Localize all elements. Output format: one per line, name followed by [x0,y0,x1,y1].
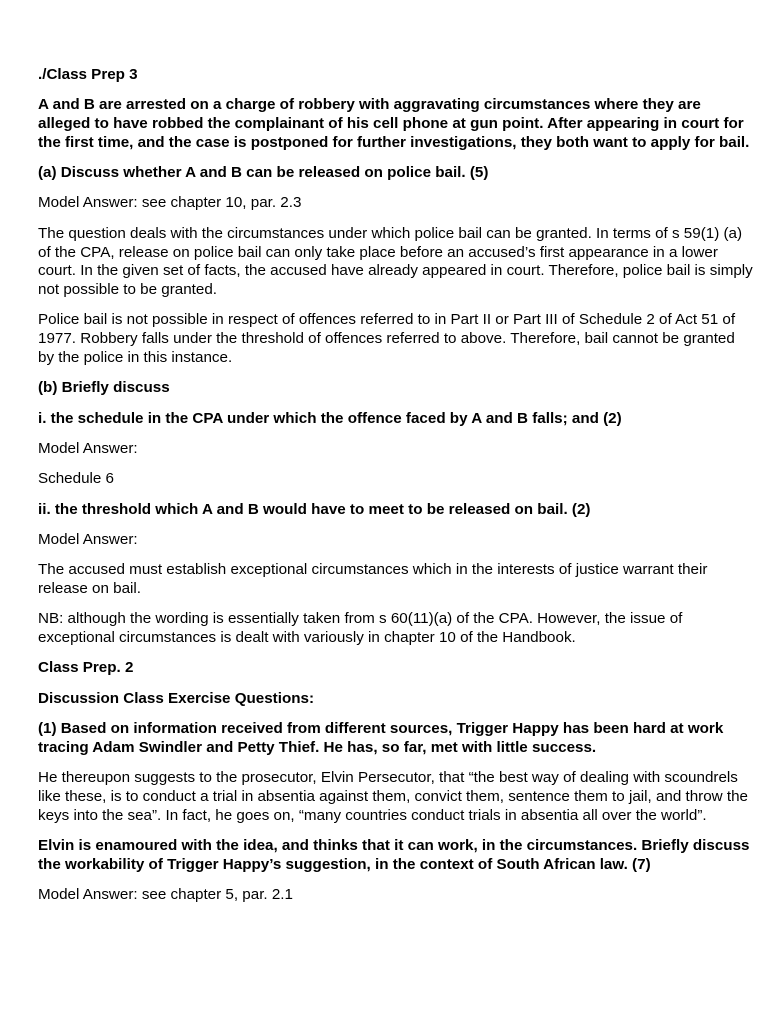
model-answer-reference: Model Answer: see chapter 5, par. 2.1 [38,886,293,903]
subsection-heading: Discussion Class Exercise Questions: [38,689,315,707]
question-b-ii: ii. the threshold which A and B would have to meet to be released on bail. (2) [38,500,591,518]
answer-paragraph: The accused must establish exceptional circumstances which in the interests of justice warrant their release on bail. [38,561,708,597]
answer-paragraph: The question deals with the circumstances under which police bail can be granted. In terms of s 59(1) (a) of the CPA, release on police bail can only take place before an accused’s first appearance in a lower court. In the given set of facts, the accused have already appeared in court. Therefore, police bail is simply not possible to be granted. [38,224,753,299]
model-answer-reference: Model Answer: see chapter 10, par. 2.3 [38,194,302,212]
question-1: (1) Based on information received from different sources, Trigger Happy has been hard at work tracing Adam Swindler and Petty Thief. He has, so far, met with little success. [38,719,724,756]
scenario-paragraph: He thereupon suggests to the prosecutor, Elvin Persecutor, that “the best way of dealing with scoundrels like these, is to conduct a trial in absentia against them, convict them, sentence them to jail, and throw the keys into the sea”. In fact, he goes on, “many countries conduct trials in absentia all over the world”. [38,769,748,824]
document-page [38,66,754,916]
section-heading-class-prep-3: ./Class Prep 3 [38,66,138,83]
answer-paragraph: Schedule 6 [38,470,114,488]
question-1-task: Elvin is enamoured with the idea, and thinks that it can work, in the circumstances. Briefly discuss the workability of Trigger Happy’s suggestion, in the context of South African law. (7) [38,836,750,873]
question-scenario: A and B are arrested on a charge of robbery with aggravating circumstances where they are alleged to have robbed the complainant of his cell phone at gun point. After appearing in court for the first time, and the case is postponed for further investigations, they both want to apply for bail. [38,96,750,151]
model-answer-label: Model Answer: [38,439,138,457]
answer-paragraph: Police bail is not possible in respect of offences referred to in Part II or Part III of Schedule 2 of Act 51 of 1977. Robbery falls under the threshold of offences referred to above. Therefore, bail cannot be granted by the police in this instance. [38,311,736,367]
question-a: (a) Discuss whether A and B can be released on police bail. (5) [38,164,489,182]
section-heading-class-prep-2: Class Prep. 2 [38,659,134,677]
model-answer-label: Model Answer: [38,530,138,548]
question-b: (b) Briefly discuss [38,379,170,397]
note-paragraph: NB: although the wording is essentially taken from s 60(11)(a) of the CPA. However, the issue of exceptional circumstances is dealt with variously in chapter 10 of the Handbook. [38,610,683,647]
question-b-i: i. the schedule in the CPA under which the offence faced by A and B falls; and (2) [38,409,622,427]
